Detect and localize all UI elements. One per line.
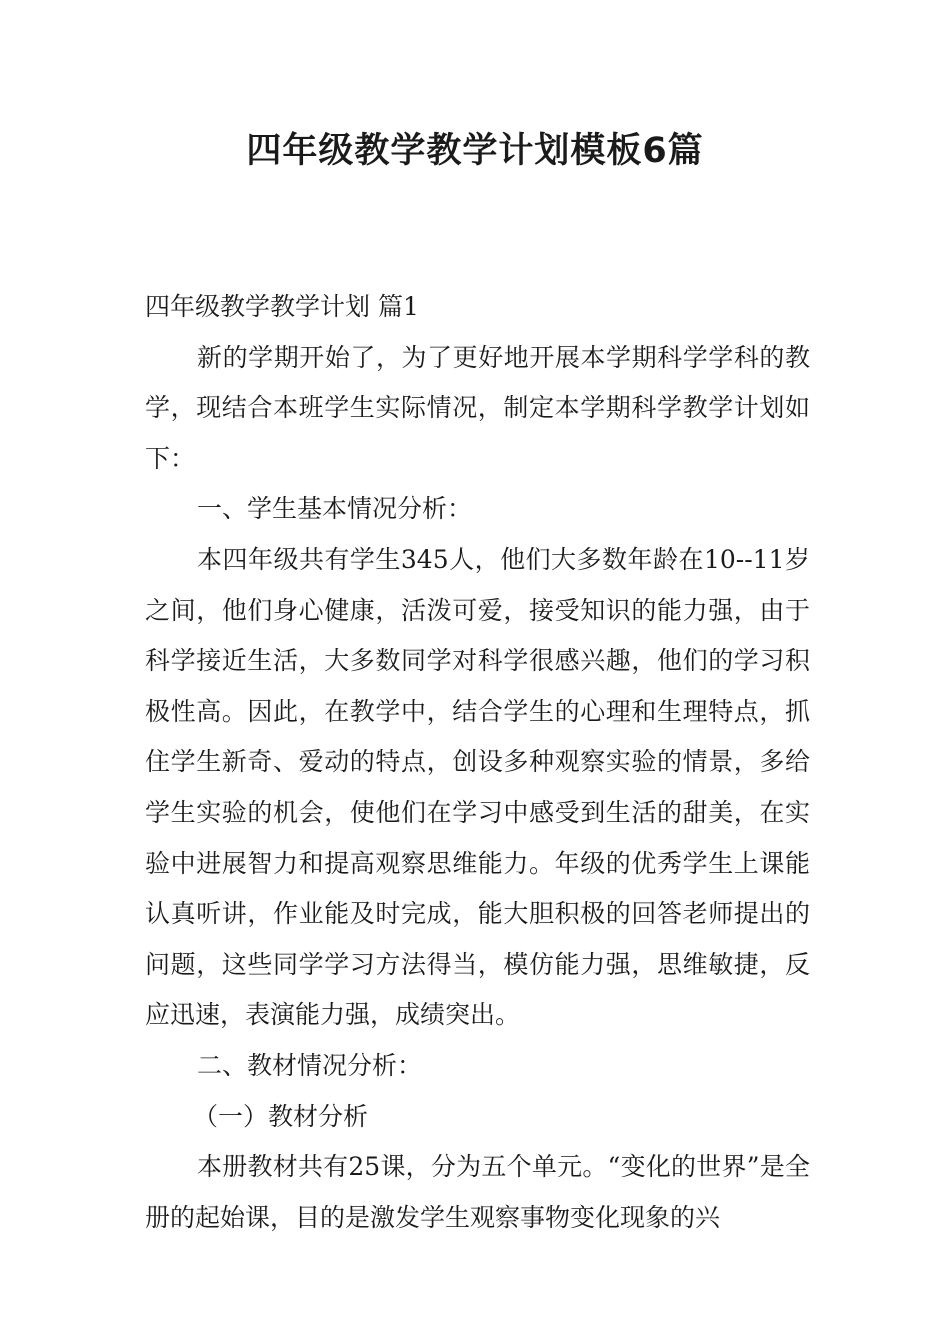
paragraph-student-analysis: 本四年级共有学生345人，他们大多数年龄在10--11岁之间，他们身心健康，活泼可爱，接受知识的能力强，由于科学接近生活，大多数同学对科学很感兴趣，他们的学习积极性高。因此，在教学中，结合学生的心理和生理特点，抓住学生新奇、爱动的特点，创设多种观察实验的情景，多给学生实验的机会，使他们在学习中感受到生活的甜美，在实验中进展智力和提高观察思维能力。年级的优秀学生上课能认真听讲，作业能及时完成，能大胆积极的回答老师提出的问题，这些同学学习方法得当，模仿能力强，思维敏捷，反应迅速，表演能力强，成绩突出。 bbox=[145, 544, 810, 1030]
heading-student-analysis: 一、学生基本情况分析： bbox=[197, 494, 473, 524]
paragraph-textbook: 本册教材共有25课，分为五个单元。“变化的世界”是全册的起始课，目的是激发学生观察事物变化现象的兴 bbox=[145, 1152, 810, 1232]
subheading-textbook: （一）教材分析 bbox=[193, 1101, 369, 1131]
paragraph-intro: 新的学期开始了，为了更好地开展本学期科学学科的教学，现结合本班学生实际情况，制定本学期科学教学计划如下： bbox=[145, 342, 810, 473]
document-title: 四年级教学教学计划模板6篇 bbox=[246, 131, 704, 171]
section-heading: 四年级教学教学计划 篇1 bbox=[145, 292, 419, 321]
document-body bbox=[145, 282, 810, 1243]
heading-textbook-analysis: 二、教材情况分析： bbox=[197, 1050, 423, 1080]
